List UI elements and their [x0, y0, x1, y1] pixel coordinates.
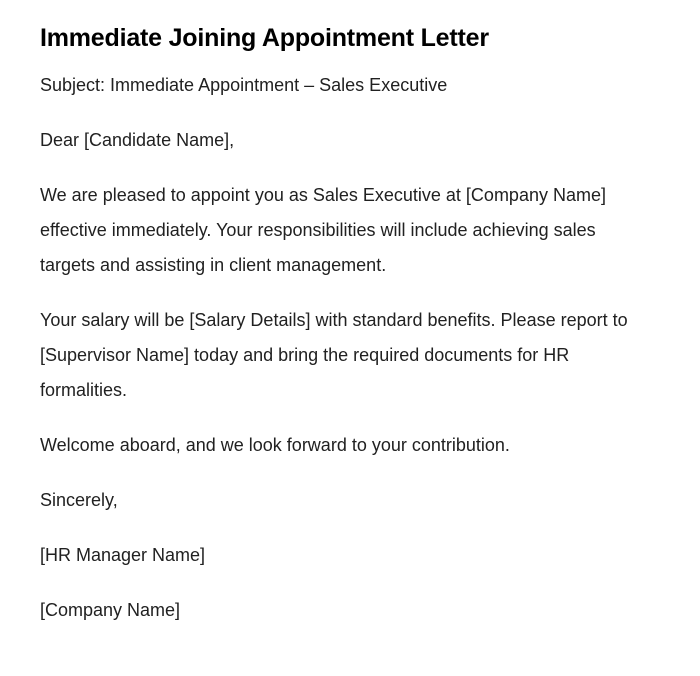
page-title: Immediate Joining Appointment Letter [40, 24, 489, 52]
salutation: Dear [Candidate Name], [40, 130, 235, 150]
signoff: Sincerely, [40, 490, 118, 510]
signature-hr-manager-placeholder: [HR Manager Name] [40, 545, 206, 565]
subject-line: Subject: Immediate Appointment – Sales Executive [40, 75, 448, 95]
body-paragraph-appointment: We are pleased to appoint you as Sales Executive at [Company Name] effective immediately. Your responsibilities will include achieving sales targets and assisting in client management. [40, 185, 606, 275]
closing-line: Welcome aboard, and we look forward to your contribution. [40, 435, 510, 455]
body-paragraph-salary: Your salary will be [Salary Details] with standard benefits. Please report to [Supervisor Name] today and bring the required documents for HR formalities. [40, 310, 628, 400]
signature-company-placeholder: [Company Name] [40, 600, 181, 620]
